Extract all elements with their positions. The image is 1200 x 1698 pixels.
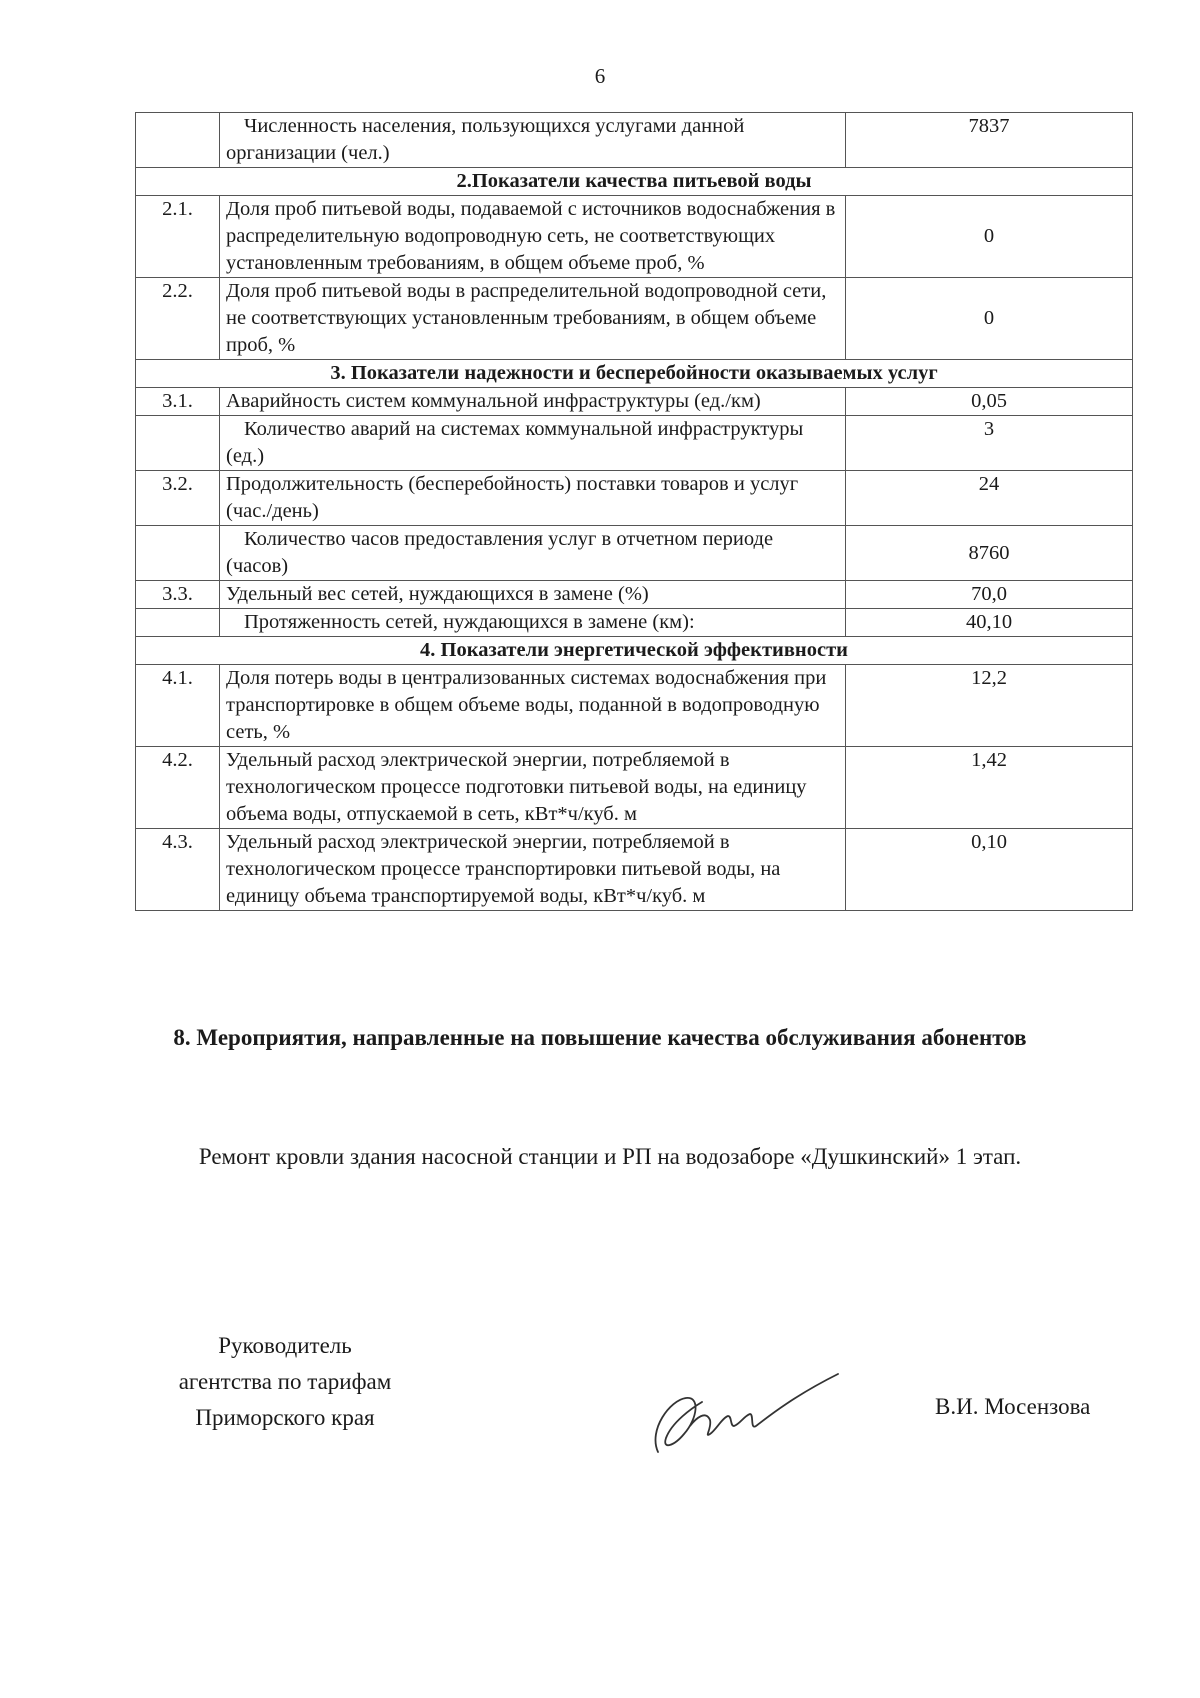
indicator-number — [136, 609, 220, 637]
signer-title-line: Руководитель — [218, 1333, 352, 1358]
indicator-number — [136, 113, 220, 168]
indicator-number: 4.1. — [136, 665, 220, 747]
handwritten-signature — [640, 1360, 840, 1470]
signer-title-line: агентства по тарифам — [178, 1369, 392, 1394]
table-row — [136, 388, 1133, 416]
indicator-description: Доля потерь воды в централизованных системах водоснабжения при транспортировке в общем объеме воды, поданной в водопроводную сеть, % — [220, 665, 846, 747]
indicator-description: Доля проб питьевой воды в распределительной водопроводной сети, не соответствующих установленным требованиям, в общем объеме проб, % — [220, 278, 846, 360]
indicator-number — [136, 526, 220, 581]
indicator-description: Доля проб питьевой воды, подаваемой с источников водоснабжения в распределительную водопроводную сеть, не соответствующих установленным требованиям, в общем объеме проб, % — [220, 196, 846, 278]
signer-title — [140, 1328, 430, 1436]
page-number: 6 — [594, 64, 606, 88]
indicator-number: 3.1. — [136, 388, 220, 416]
section-title: 3. Показатели надежности и бесперебойности оказываемых услуг — [136, 360, 1133, 388]
table-row — [136, 665, 1133, 747]
indicator-description: Удельный расход электрической энергии, потребляемой в технологическом процессе транспортировки питьевой воды, на единицу объема транспортируемой воды, кВт*ч/куб. м — [220, 829, 846, 911]
table-row — [136, 113, 1133, 168]
indicator-description: Удельный вес сетей, нуждающихся в замене (%) — [220, 581, 846, 609]
indicator-value: 24 — [846, 471, 1133, 526]
indicator-description: Количество аварий на системах коммунальной инфраструктуры (ед.) — [220, 416, 846, 471]
section-8-measure-text: Ремонт кровли здания насосной станции и РП на водозаборе «Душкинский» 1 этап. — [198, 1144, 1022, 1169]
indicator-number: 3.3. — [136, 581, 220, 609]
table-row — [136, 196, 1133, 278]
table-row — [136, 747, 1133, 829]
indicator-description: Продолжительность (бесперебойность) поставки товаров и услуг (час./день) — [220, 471, 846, 526]
indicator-value: 1,42 — [846, 747, 1133, 829]
indicator-value: 70,0 — [846, 581, 1133, 609]
indicator-number: 3.2. — [136, 471, 220, 526]
section-header-row — [136, 637, 1133, 665]
table-row — [136, 829, 1133, 911]
indicator-number: 2.2. — [136, 278, 220, 360]
indicator-description: Протяженность сетей, нуждающихся в замене (км): — [220, 609, 846, 637]
indicator-description: Численность населения, пользующихся услугами данной организации (чел.) — [220, 113, 846, 168]
indicator-value: 8760 — [846, 526, 1133, 581]
indicator-number: 4.2. — [136, 747, 220, 829]
indicator-value: 0,10 — [846, 829, 1133, 911]
indicator-number — [136, 416, 220, 471]
indicator-value: 12,2 — [846, 665, 1133, 747]
signer-title-line: Приморского края — [195, 1405, 375, 1430]
indicator-value: 7837 — [846, 113, 1133, 168]
indicator-description: Количество часов предоставления услуг в отчетном периоде (часов) — [220, 526, 846, 581]
section-header-row — [136, 360, 1133, 388]
indicator-value: 3 — [846, 416, 1133, 471]
indicator-description: Аварийность систем коммунальной инфраструктуры (ед./км) — [220, 388, 846, 416]
indicators-table-body — [136, 113, 1133, 911]
table-row — [136, 581, 1133, 609]
section-title: 4. Показатели энергетической эффективности — [136, 637, 1133, 665]
signer-name: В.И. Мосензова — [935, 1394, 1091, 1419]
section-header-row — [136, 168, 1133, 196]
indicator-value: 40,10 — [846, 609, 1133, 637]
table-row — [136, 609, 1133, 637]
indicator-value: 0,05 — [846, 388, 1133, 416]
table-row — [136, 471, 1133, 526]
table-row — [136, 416, 1133, 471]
indicator-value: 0 — [846, 196, 1133, 278]
indicator-number: 2.1. — [136, 196, 220, 278]
indicator-value: 0 — [846, 278, 1133, 360]
indicators-table — [135, 112, 1133, 911]
indicator-number: 4.3. — [136, 829, 220, 911]
indicator-description: Удельный расход электрической энергии, потребляемой в технологическом процессе подготовки питьевой воды, на единицу объема воды, отпускаемой в сеть, кВт*ч/куб. м — [220, 747, 846, 829]
section-title: 2.Показатели качества питьевой воды — [136, 168, 1133, 196]
table-row — [136, 526, 1133, 581]
section-8-heading: 8. Мероприятия, направленные на повышение качества обслуживания абонентов — [173, 1025, 1027, 1050]
table-row — [136, 278, 1133, 360]
